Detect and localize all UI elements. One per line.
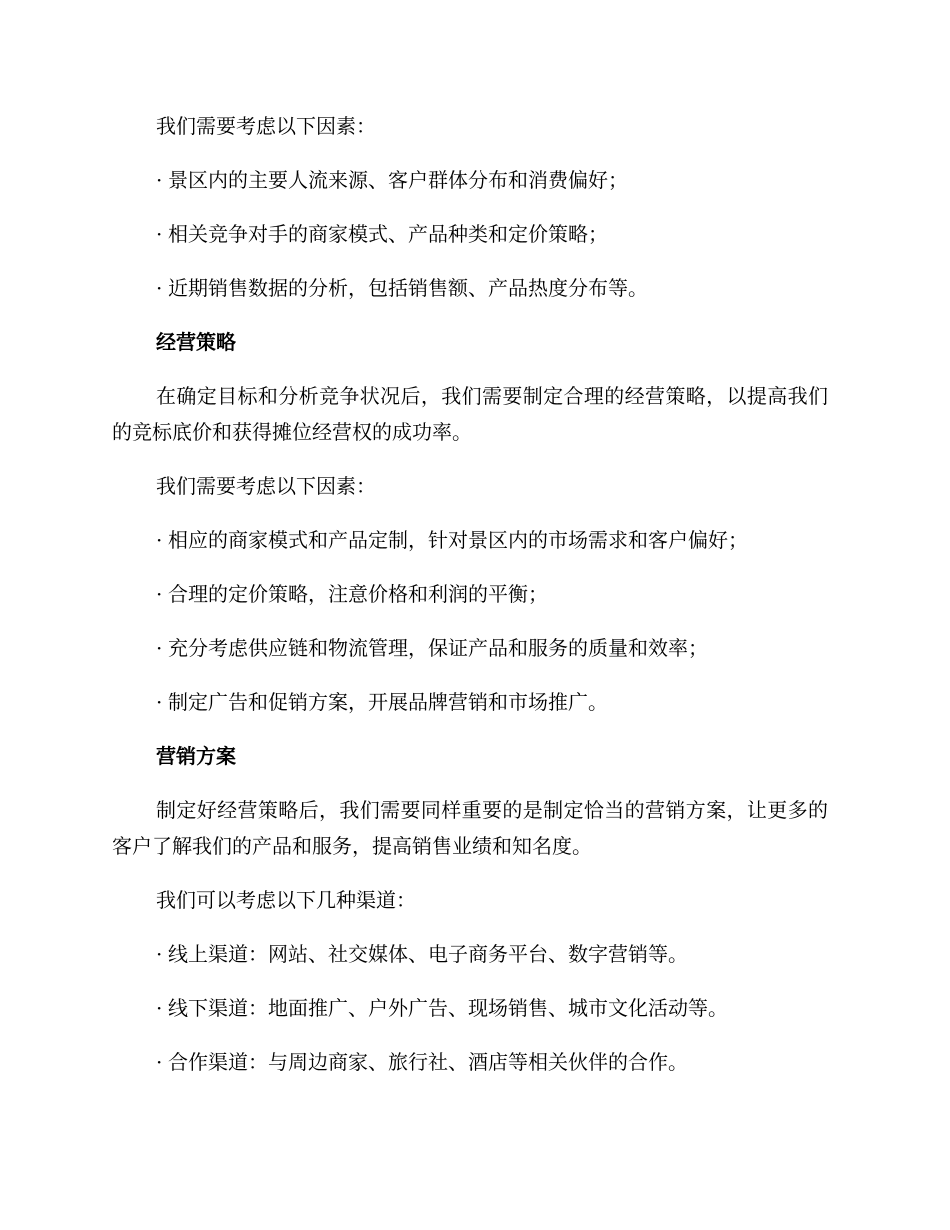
bullet-text: 充分考虑供应链和物流管理，保证产品和服务的质量和效率； bbox=[168, 636, 708, 660]
bullet-dot: · bbox=[156, 276, 163, 300]
bullet-dot: · bbox=[156, 168, 163, 192]
bullet-dot: · bbox=[156, 942, 163, 966]
intro-text: 我们需要考虑以下因素： bbox=[156, 474, 376, 498]
bullet-item bbox=[112, 216, 828, 252]
bullet-dot: · bbox=[156, 1050, 163, 1074]
bullet-dot: · bbox=[156, 528, 163, 552]
bullet-text: 线下渠道：地面推广、户外广告、现场销售、城市文化活动等。 bbox=[168, 996, 728, 1020]
bullet-item bbox=[112, 936, 828, 972]
bullet-item bbox=[112, 162, 828, 198]
bullet-dot: · bbox=[156, 582, 163, 606]
section-heading: 经营策略 bbox=[156, 330, 236, 354]
bullet-item bbox=[112, 684, 828, 720]
bullet-text: 制定广告和促销方案，开展品牌营销和市场推广。 bbox=[168, 690, 608, 714]
section-paragraph: 制定好经营策略后，我们需要同样重要的是制定恰当的营销方案，让更多的客户了解我们的产品和服务，提高销售业绩和知名度。 bbox=[112, 798, 828, 858]
bullet-dot: · bbox=[156, 636, 163, 660]
bullet-text: 合作渠道：与周边商家、旅行社、酒店等相关伙伴的合作。 bbox=[168, 1050, 688, 1074]
document-body bbox=[112, 108, 828, 1098]
bullet-item bbox=[112, 990, 828, 1026]
intro-text: 我们需要考虑以下因素： bbox=[156, 114, 376, 138]
bullet-item bbox=[112, 270, 828, 306]
bullet-text: 合理的定价策略，注意价格和利润的平衡； bbox=[168, 582, 548, 606]
section-paragraph: 在确定目标和分析竞争状况后，我们需要制定合理的经营策略，以提高我们的竞标底价和获得摊位经营权的成功率。 bbox=[112, 384, 828, 444]
bullet-item bbox=[112, 1044, 828, 1080]
bullet-item bbox=[112, 522, 828, 558]
bullet-text: 相关竞争对手的商家模式、产品种类和定价策略； bbox=[168, 222, 608, 246]
bullet-dot: · bbox=[156, 690, 163, 714]
intro-text: 我们可以考虑以下几种渠道： bbox=[156, 888, 416, 912]
bullet-text: 景区内的主要人流来源、客户群体分布和消费偏好； bbox=[168, 168, 628, 192]
bullet-dot: · bbox=[156, 996, 163, 1020]
bullet-text: 近期销售数据的分析，包括销售额、产品热度分布等。 bbox=[168, 276, 648, 300]
section-heading: 营销方案 bbox=[156, 744, 236, 768]
bullet-item bbox=[112, 630, 828, 666]
bullet-text: 线上渠道：网站、社交媒体、电子商务平台、数字营销等。 bbox=[168, 942, 688, 966]
bullet-text: 相应的商家模式和产品定制，针对景区内的市场需求和客户偏好； bbox=[168, 528, 748, 552]
bullet-dot: · bbox=[156, 222, 163, 246]
bullet-item bbox=[112, 576, 828, 612]
